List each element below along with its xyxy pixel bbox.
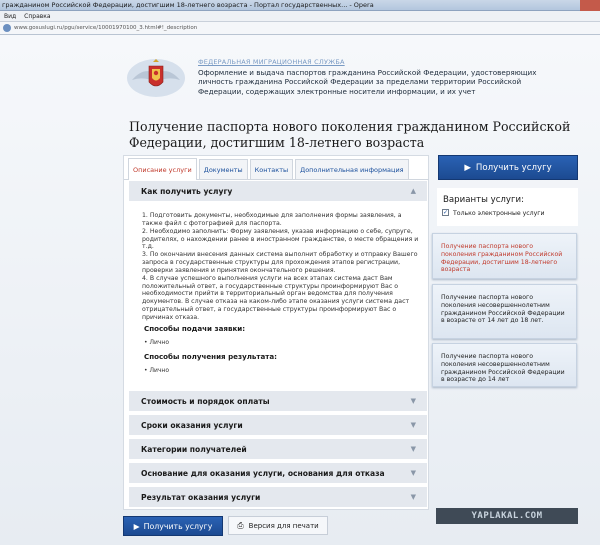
arrow-right-icon: ▶ bbox=[464, 162, 471, 173]
section-how-to-header[interactable] bbox=[129, 181, 427, 201]
section-grounds-title: Основание для оказания услуги, основания для отказа bbox=[141, 468, 385, 478]
electronic-only-label[interactable]: Только электронные услуги bbox=[453, 210, 545, 217]
fms-emblem-icon bbox=[126, 56, 186, 98]
variants-heading: Варианты услуги: bbox=[443, 195, 524, 205]
section-result-title: Результат оказания услуги bbox=[141, 492, 261, 502]
print-version-label: Версия для печати bbox=[248, 521, 319, 530]
how-to-body bbox=[142, 212, 422, 322]
service-description: Оформление и выдача паспортов гражданина Российской Федерации, удостоверяющих личность гражданина Российской Федерации за пределами территории Российской Федерации, содержащих электронные носители информации, и их учет bbox=[198, 68, 537, 96]
section-recipients-title: Категории получателей bbox=[141, 444, 247, 454]
arrow-right-icon: ▶ bbox=[133, 521, 140, 531]
window-title: гражданином Российской Федерации, достигшим 18-летнего возраста - Портал государственных... - Opera bbox=[2, 1, 374, 9]
browser-menubar bbox=[0, 11, 600, 22]
chevron-down-icon: ▼ bbox=[410, 445, 416, 453]
electronic-only-checkbox[interactable]: ✓ bbox=[443, 209, 449, 216]
section-how-to-title: Как получить услугу bbox=[141, 186, 233, 196]
receive-method-item: • Лично bbox=[144, 367, 170, 374]
tab-description[interactable]: Описание услуги bbox=[128, 158, 197, 180]
watermark: YAPLAKAL.COM bbox=[436, 508, 578, 524]
submit-methods-label: Способы подачи заявки: bbox=[144, 324, 246, 333]
submit-method-item: • Лично bbox=[144, 339, 170, 346]
menu-view[interactable]: Вид bbox=[4, 12, 17, 20]
url-text[interactable]: www.gosuslugi.ru/pgu/service/10001970100_3.html#!_description bbox=[14, 25, 198, 31]
browser-titlebar bbox=[0, 0, 600, 11]
step-3: 3. По окончании внесения данных система выполнит обработку и отправку Вашего запроса в государственные структуры для прохождения этапов регистрации, проверки заявления и принятия окончательного решения. bbox=[142, 251, 418, 274]
chevron-down-icon: ▼ bbox=[410, 469, 416, 477]
bottom-actions bbox=[123, 514, 429, 538]
printer-icon: ⎙ bbox=[237, 520, 244, 530]
print-version-button[interactable] bbox=[228, 516, 328, 535]
chevron-down-icon: ▼ bbox=[410, 493, 416, 501]
section-recipients[interactable] bbox=[129, 439, 427, 459]
section-cost-title: Стоимость и порядок оплаты bbox=[141, 396, 270, 406]
get-service-label: Получить услугу bbox=[143, 521, 213, 531]
section-terms-title: Сроки оказания услуги bbox=[141, 420, 243, 430]
step-4: 4. В случае успешного выполнения услуги на всех этапах система даст Вам положительный ответ, а государственные структуры проинформируют Вас о необходимости прийти в территориальный орган ведомства для получения документов. В случае отказа на каком-либо этапе оказания услуги система даст отрицательный ответ, а государственные структуры проинформируют Вас о причинах отказа. bbox=[142, 274, 410, 321]
step-1: 1. Подготовить документы, необходимые для заполнения формы заявления, а также файл с фотографией для паспорта. bbox=[142, 212, 402, 227]
page-title: Получение паспорта нового поколения гражданином Российской Федерации, достигшим 18-летнего возраста bbox=[129, 119, 571, 150]
variant-option-under-14[interactable]: Получение паспорта нового поколения несовершеннолетним гражданином Российской Федерации в возрасте до 14 лет bbox=[432, 343, 577, 387]
tab-contacts[interactable]: Контакты bbox=[250, 159, 293, 179]
variant-option-18plus[interactable]: Получение паспорта нового поколения гражданином Российской Федерации, достигшим 18-летнего возраста bbox=[432, 233, 577, 279]
address-bar[interactable] bbox=[0, 22, 600, 35]
agency-link[interactable]: ФЕДЕРАЛЬНАЯ МИГРАЦИОННАЯ СЛУЖБА bbox=[198, 58, 345, 66]
section-grounds[interactable] bbox=[129, 463, 427, 483]
tab-documents[interactable]: Документы bbox=[199, 159, 248, 179]
step-2: 2. Необходимо заполнить: Форму заявления, указав информацию о себе, супруге, родителях, о нахождении ранее в иностранном гражданстве, о месте обращения и т.д. bbox=[142, 227, 419, 251]
section-terms[interactable] bbox=[129, 415, 427, 435]
receive-methods-label: Способы получения результата: bbox=[144, 352, 278, 361]
chevron-down-icon: ▼ bbox=[410, 397, 416, 405]
tab-additional-info[interactable]: Дополнительная информация bbox=[295, 159, 408, 179]
variant-option-14-18[interactable]: Получение паспорта нового поколения несовершеннолетним гражданином Российской Федерации в возрасте от 14 лет до 18 лет. bbox=[432, 284, 577, 339]
chevron-up-icon: ▲ bbox=[410, 187, 416, 195]
get-service-button-bottom[interactable] bbox=[123, 516, 223, 536]
menu-help[interactable]: Справка bbox=[24, 12, 51, 20]
get-service-button-top[interactable] bbox=[438, 155, 578, 180]
section-cost[interactable] bbox=[129, 391, 427, 411]
site-icon bbox=[3, 24, 11, 32]
get-service-label: Получить услугу bbox=[475, 162, 552, 173]
chevron-down-icon: ▼ bbox=[410, 421, 416, 429]
section-result[interactable] bbox=[129, 487, 427, 507]
service-panel bbox=[123, 155, 429, 510]
variants-box bbox=[437, 188, 578, 226]
tab-bar bbox=[124, 156, 429, 180]
window-close-button[interactable] bbox=[580, 0, 600, 11]
